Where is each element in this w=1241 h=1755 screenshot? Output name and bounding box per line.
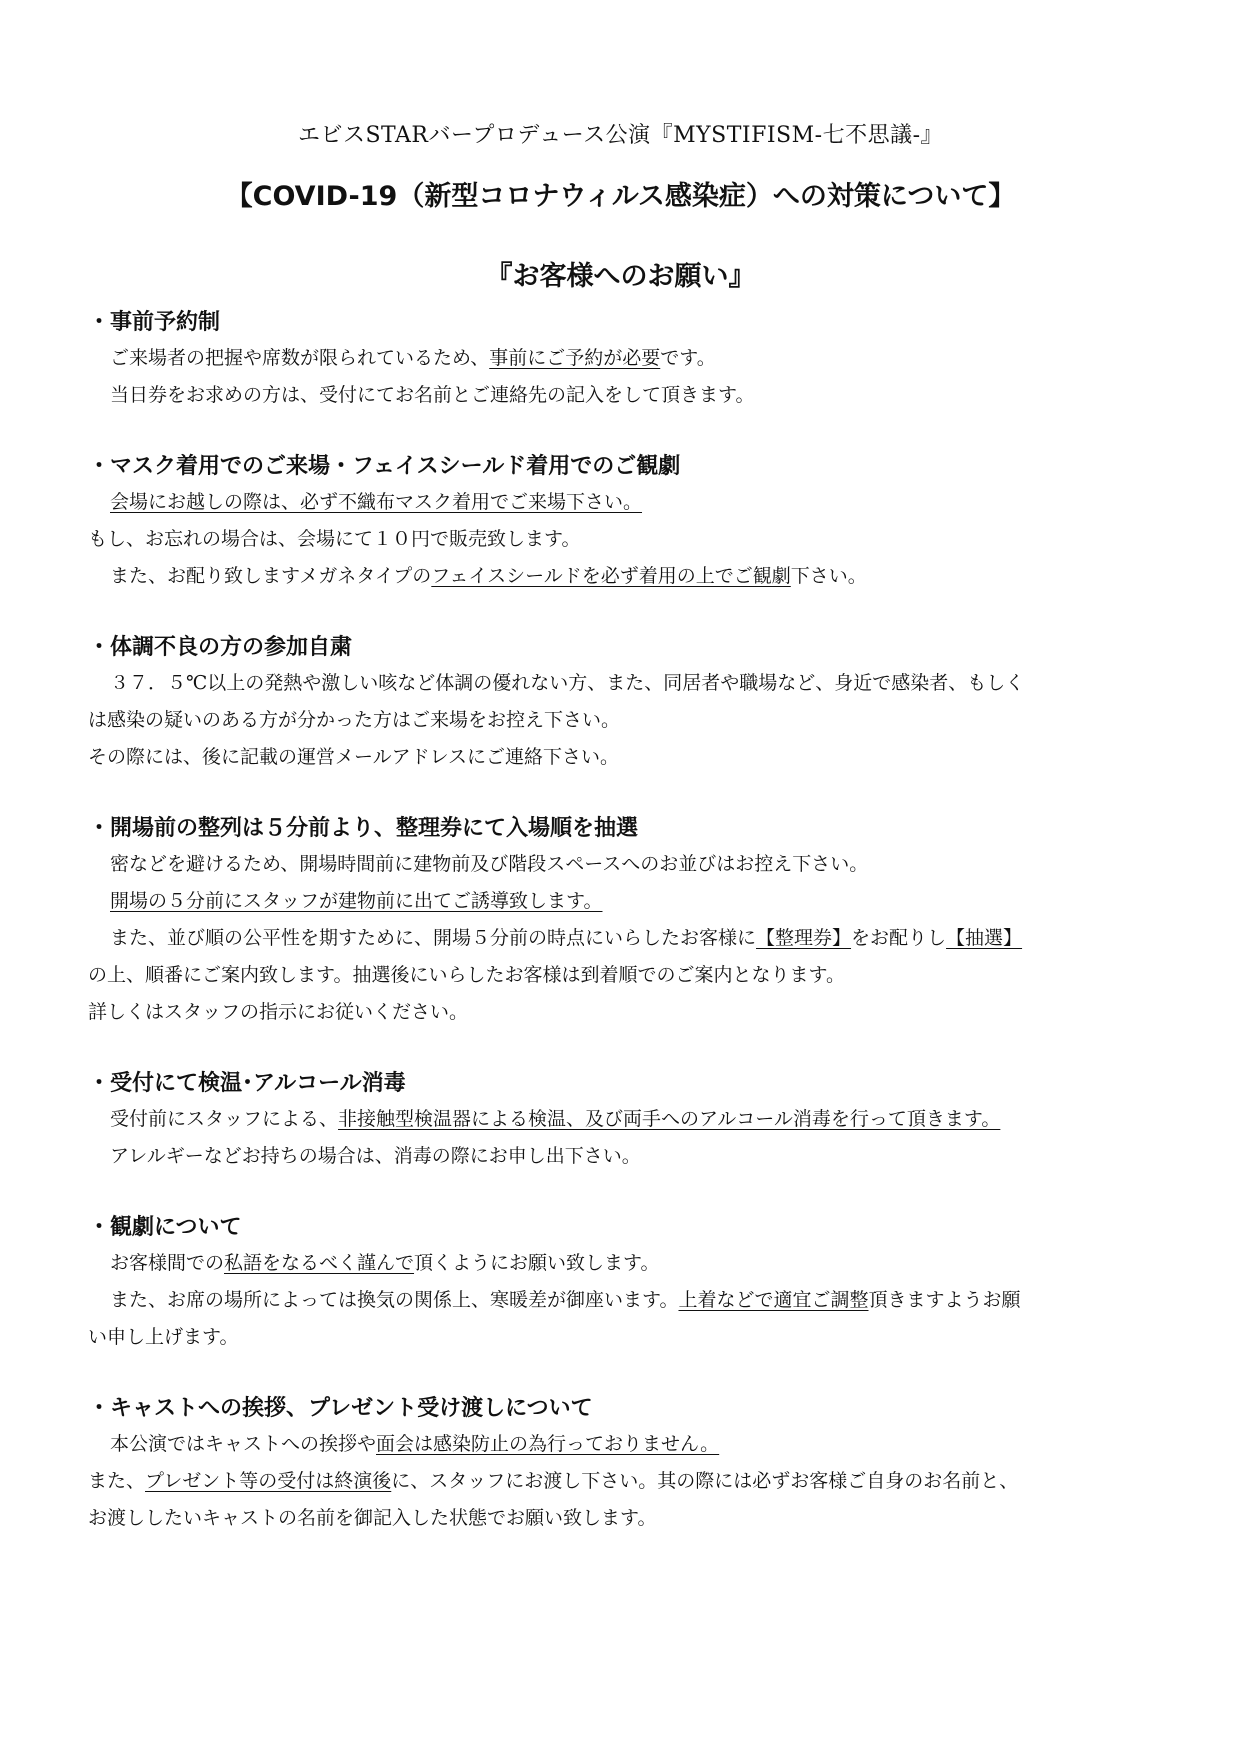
page-title: 【COVID-19（新型コロナウィルス感染症）への対策について】 [225, 181, 1016, 212]
emphasized-text: 非接触型検温器による検温、及び両手へのアルコール消毒を行って頂きます。 [338, 1108, 1001, 1130]
body-text: ご来場者の把握や席数が限られているため、 [110, 347, 490, 369]
body-text: をお配りし [851, 927, 947, 949]
notice-section [88, 1067, 1156, 1175]
body-text: い申し上げます。 [88, 1326, 239, 1348]
emphasized-text: 開場の５分前にスタッフが建物前に出てご誘導致します。 [110, 890, 603, 912]
notice-section [88, 812, 1156, 1031]
body-text: お客様間での [110, 1252, 225, 1274]
emphasized-text: 私語をなるべく謹んで [224, 1252, 415, 1274]
emphasized-text: 【抽選】 [946, 927, 1023, 949]
body-text: 詳しくはスタッフの指示にお従いください。 [88, 1001, 469, 1023]
section-heading: 『お客様へのお願い』 [485, 261, 756, 292]
body-text: また、お配り致しますメガネタイプの [110, 565, 432, 587]
body-line [88, 1426, 1156, 1463]
body-line [88, 377, 1156, 414]
emphasized-text: 会場にお越しの際は、必ず不織布マスク着用でご来場下さい。 [110, 491, 643, 513]
body-text: です。 [660, 347, 716, 369]
body-text: 受付前にスタッフによる、 [110, 1108, 339, 1130]
emphasized-text: 面会は感染防止の為行っておりません。 [376, 1433, 720, 1455]
notice-sections [88, 306, 1156, 1573]
body-text: 頂くようにお願い致します。 [414, 1252, 660, 1274]
body-line [88, 1319, 1156, 1356]
section-title: ・キャストへの挨拶、プレゼント受け渡しについて [88, 1396, 593, 1421]
body-line [88, 1101, 1156, 1138]
body-line [88, 665, 1156, 702]
body-text: 密などを避けるため、開場時間前に建物前及び階段スペースへのお並びはお控え下さい。 [110, 853, 869, 875]
section-title: ・事前予約制 [88, 310, 221, 335]
section-title: ・観劇について [88, 1215, 242, 1240]
body-text: 下さい。 [790, 565, 867, 587]
section-title: ・開場前の整列は５分前より、整理券にて入場順を抽選 [88, 816, 639, 841]
notice-section [88, 631, 1156, 776]
body-line [88, 994, 1156, 1031]
body-line [88, 957, 1156, 994]
body-text: また、お席の場所によっては換気の関係上、寒暖差が御座います。 [110, 1289, 679, 1311]
body-line [88, 739, 1156, 776]
body-text: お渡ししたいキャストの名前を御記入した状態でお願い致します。 [88, 1507, 657, 1529]
body-text: 本公演ではキャストへの挨拶や [110, 1433, 377, 1455]
body-line [88, 702, 1156, 739]
section-title: ・体調不良の方の参加自粛 [88, 635, 353, 660]
section-title: ・受付にて検温･アルコール消毒 [88, 1071, 406, 1096]
body-text: の上、順番にご案内致します。抽選後にいらしたお客様は到着順でのご案内となります。 [88, 964, 845, 986]
body-text: 頂きますようお願 [868, 1289, 1021, 1311]
body-text: アレルギーなどお持ちの場合は、消毒の際にお申し出下さい。 [110, 1145, 641, 1167]
notice-section [88, 1211, 1156, 1356]
body-line [88, 1282, 1156, 1319]
emphasized-text: 【整理券】 [756, 927, 852, 949]
body-text: 当日券をお求めの方は、受付にてお名前とご連絡先の記入をして頂きます。 [110, 384, 755, 406]
body-text: は感染の疑いのある方が分かった方はご来場をお控え下さい。 [88, 709, 621, 731]
emphasized-text: 上着などで適宜ご調整 [678, 1289, 869, 1311]
body-line [88, 1500, 1156, 1537]
body-text: もし、お忘れの場合は、会場にて１０円で販売致します。 [88, 528, 581, 550]
body-text: また、 [88, 1470, 146, 1492]
body-line [88, 846, 1156, 883]
emphasized-text: 事前にご予約が必要 [489, 347, 661, 369]
body-text: その際には、後に記載の運営メールアドレスにご連絡下さい。 [88, 746, 620, 768]
body-line [88, 1245, 1156, 1282]
body-text: ３７．５℃以上の発熱や激しい咳など体調の優れない方、また、同居者や職場など、身近で感染者、もしく [110, 672, 1025, 694]
body-text: に、スタッフにお渡し下さい。其の際には必ずお客様ご自身のお名前と、 [391, 1470, 1019, 1492]
notice-section [88, 1392, 1156, 1537]
emphasized-text: プレゼント等の受付は終演後 [145, 1470, 392, 1492]
body-line [88, 340, 1156, 377]
body-line [88, 920, 1156, 957]
emphasized-text: フェイスシールドを必ず着用の上でご観劇 [431, 565, 791, 587]
body-line [88, 883, 1156, 920]
section-title: ・マスク着用でのご来場・フェイスシールド着用でのご観劇 [88, 454, 681, 479]
body-line [88, 1463, 1156, 1500]
body-line [88, 1138, 1156, 1175]
body-line [88, 558, 1156, 595]
notice-section [88, 306, 1156, 414]
notice-section [88, 450, 1156, 595]
body-line [88, 521, 1156, 558]
event-subtitle: エビスSTARバープロデュース公演『MYSTIFISM-七不思議-』 [297, 123, 944, 148]
body-text: また、並び順の公平性を期すために、開場５分前の時点にいらしたお客様に [110, 927, 757, 949]
body-line [88, 484, 1156, 521]
